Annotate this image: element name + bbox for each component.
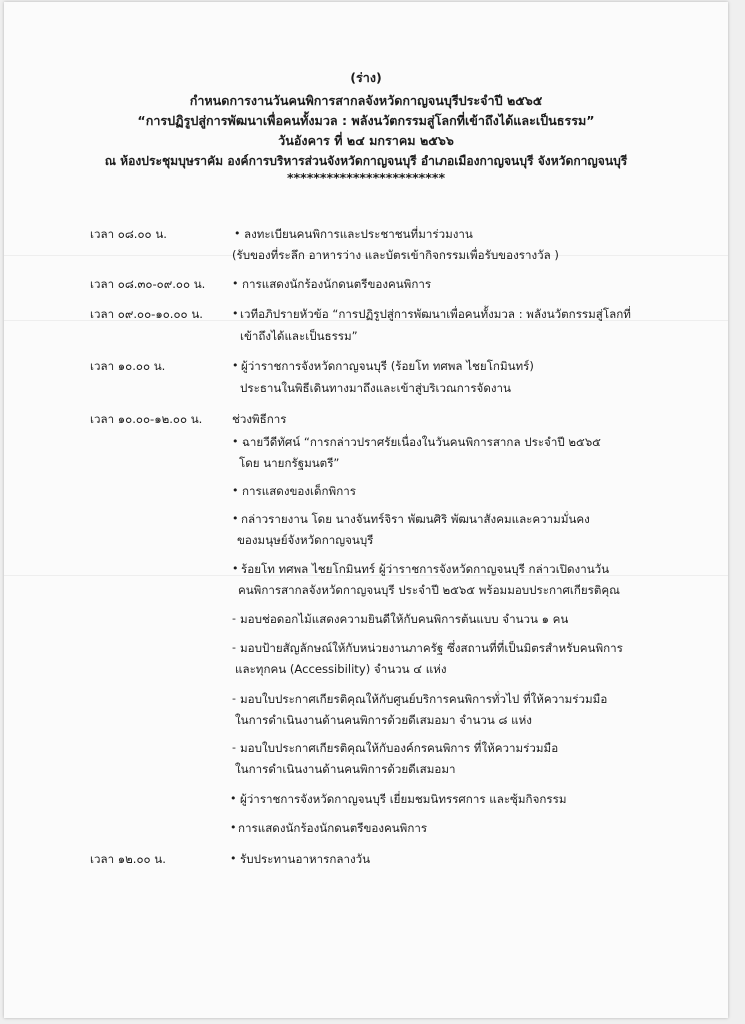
dash-bullet: - — [232, 612, 236, 625]
bullet: • — [232, 512, 239, 525]
bullet: • — [232, 359, 239, 372]
document-page — [4, 2, 728, 1018]
award-item: มอบใบประกาศเกียรติคุณให้กับองค์กรคนพิการ ที่ให้ความร่วมมือ — [240, 741, 559, 755]
ceremony-item: การแสดงนักร้องนักดนตรีของคนพิการ — [238, 821, 428, 835]
bullet: • — [232, 484, 239, 497]
schedule-item-cont: (รับของที่ระลึก อาหารว่าง และบัตรเข้ากิจกรรมเพื่อรับของรางวัล ) — [232, 248, 559, 262]
schedule-time: เวลา ๐๙.๐๐-๑๐.๐๐ น. — [90, 307, 203, 321]
document-title: กำหนดการงานวันคนพิการสากลจังหวัดกาญจนบุรีประจำปี ๒๕๖๕ — [189, 93, 543, 108]
award-item-cont: ในการดำเนินงานด้านคนพิการด้วยดีเสมอมา — [235, 762, 456, 776]
schedule-item: เวทีอภิปรายหัวข้อ “การปฏิรูปสู่การพัฒนาเพื่อคนทั้งมวล : พลังนวัตกรรมสู่โลกที่ — [240, 307, 631, 321]
award-item-cont: ในการดำเนินงานด้านคนพิการด้วยดีเสมอมา จำนวน ๘ แห่ง — [235, 713, 532, 727]
event-venue: ณ ห้องประชุมบุษราคัม องค์การบริหารส่วนจังหวัดกาญจนบุรี อำเภอเมืองกาญจนบุรี จังหวัดกาญจนบุรี — [104, 154, 628, 168]
award-item-cont: และทุกคน (Accessibility) จำนวน ๔ แห่ง — [235, 662, 447, 676]
ceremony-item: กล่าวรายงาน โดย นางจันทร์จิรา พัฒนศิริ พัฒนาสังคมและความมั่นคง — [241, 512, 590, 526]
dash-bullet: - — [232, 641, 236, 654]
ceremony-item: ร้อยโท ทศพล ไชยโกมินทร์ ผู้ว่าราชการจังหวัดกาญจนบุรี กล่าวเปิดงานวัน — [241, 562, 610, 576]
dash-bullet: - — [232, 692, 236, 705]
bullet: • — [230, 852, 237, 865]
event-theme: “การปฏิรูปสู่การพัฒนาเพื่อคนทั้งมวล : พลังนวัตกรรมสู่โลกที่เข้าถึงได้และเป็นธรรม” — [137, 113, 595, 128]
separator: ************************ — [286, 170, 446, 185]
ceremony-item: ฉายวีดีทัศน์ “การกล่าวปราศรัยเนื่องในวันคนพิการสากล ประจำปี ๒๕๖๕ — [242, 435, 601, 449]
ceremony-item-cont: ของมนุษย์จังหวัดกาญจนบุรี — [237, 533, 374, 547]
award-item: มอบป้ายสัญลักษณ์ให้กับหน่วยงานภาครัฐ ซึ่งสถานที่ที่เป็นมิตรสำหรับคนพิการ — [240, 641, 623, 655]
bullet: • — [234, 227, 241, 240]
schedule-item: ลงทะเบียนคนพิการและประชาชนที่มาร่วมงาน — [244, 227, 473, 241]
bullet: • — [230, 821, 237, 834]
dash-bullet: - — [232, 741, 236, 754]
award-item: มอบช่อดอกไม้แสดงความยินดีให้กับคนพิการต้นแบบ จำนวน ๑ คน — [240, 612, 569, 626]
award-item: มอบใบประกาศเกียรติคุณให้กับศูนย์บริการคนพิการทั่วไป ที่ให้ความร่วมมือ — [240, 692, 608, 706]
bullet: • — [232, 277, 239, 290]
schedule-item-cont: เข้าถึงได้และเป็นธรรม” — [240, 329, 358, 343]
schedule-item-cont: ประธานในพิธีเดินทางมาถึงและเข้าสู่บริเวณการจัดงาน — [240, 381, 511, 395]
ceremony-item: ผู้ว่าราชการจังหวัดกาญจนบุรี เยี่ยมชมนิทรรศการ และซุ้มกิจกรรม — [240, 792, 567, 806]
ceremony-item-cont: โดย นายกรัฐมนตรี” — [239, 456, 340, 470]
schedule-item: การแสดงนักร้องนักดนตรีของคนพิการ — [242, 277, 432, 291]
schedule-item: รับประทานอาหารกลางวัน — [240, 852, 371, 866]
draft-label: (ร่าง) — [350, 70, 382, 85]
bullet: • — [232, 435, 239, 448]
bullet: • — [232, 562, 239, 575]
bullet: • — [232, 307, 239, 320]
schedule-time: เวลา ๑๐.๐๐ น. — [90, 359, 166, 373]
schedule-time: เวลา ๐๘.๐๐ น. — [90, 227, 167, 241]
schedule-time: เวลา ๑๒.๐๐ น. — [90, 852, 166, 866]
schedule-time: เวลา ๑๐.๐๐-๑๒.๐๐ น. — [90, 412, 203, 426]
section-heading: ช่วงพิธีการ — [232, 412, 287, 426]
document-header — [4, 68, 728, 185]
ceremony-item: การแสดงของเด็กพิการ — [242, 484, 356, 498]
ceremony-item-cont: คนพิการสากลจังหวัดกาญจนบุรี ประจำปี ๒๕๖๕ พร้อมมอบประกาศเกียรติคุณ — [238, 583, 620, 597]
event-date: วันอังคาร ที่ ๒๔ มกราคม ๒๕๖๖ — [278, 133, 454, 148]
bullet: • — [230, 792, 237, 805]
schedule-time: เวลา ๐๘.๓๐-๐๙.๐๐ น. — [90, 277, 206, 291]
schedule-item: ผู้ว่าราชการจังหวัดกาญจนบุรี (ร้อยโท ทศพล ไชยโกมินทร์) — [241, 359, 534, 373]
